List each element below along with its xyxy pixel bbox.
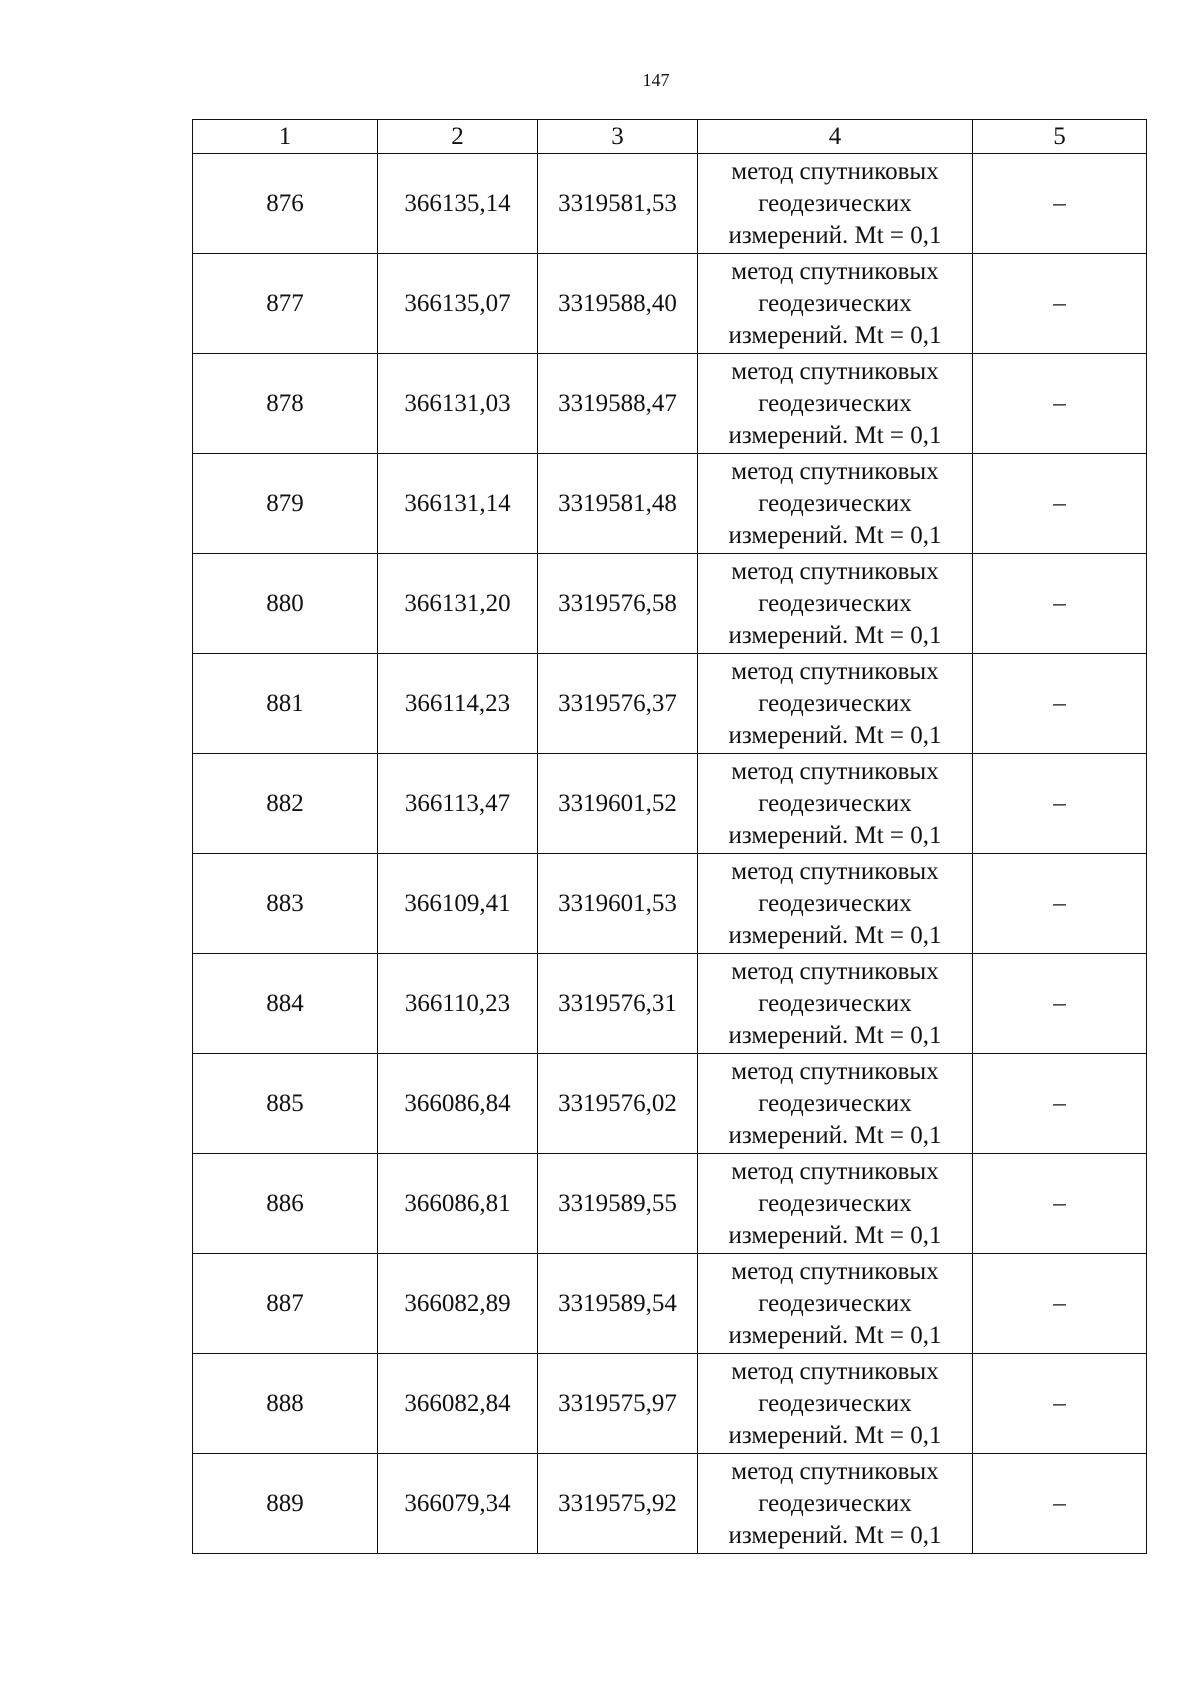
method-cell: [698, 354, 973, 454]
method-cell: [698, 1054, 973, 1154]
column-header: 4: [698, 120, 973, 154]
table-row: [193, 454, 1147, 554]
y-coordinate-cell: 3319589,55: [538, 1154, 698, 1254]
table-row: [193, 1354, 1147, 1454]
point-number-cell: 882: [193, 754, 378, 854]
x-coordinate-cell: 366131,14: [378, 454, 538, 554]
table-row: [193, 1054, 1147, 1154]
x-coordinate-cell: 366110,23: [378, 954, 538, 1054]
method-line: метод спутниковых: [731, 957, 939, 985]
x-coordinate-cell: 366135,14: [378, 154, 538, 254]
method-cell: [698, 754, 973, 854]
note-cell: –: [973, 554, 1147, 654]
table-row: [193, 554, 1147, 654]
point-number-cell: 881: [193, 654, 378, 754]
method-line: измерений. Mt = 0,1: [728, 421, 942, 449]
y-coordinate-cell: 3319576,37: [538, 654, 698, 754]
x-coordinate-cell: 366109,41: [378, 854, 538, 954]
table-row: [193, 954, 1147, 1054]
y-coordinate-cell: 3319575,97: [538, 1354, 698, 1454]
method-line: измерений. Mt = 0,1: [728, 821, 942, 849]
point-number-cell: 888: [193, 1354, 378, 1454]
method-line: геодезических: [758, 589, 912, 617]
table-body: [193, 154, 1147, 1554]
method-line: геодезических: [758, 989, 912, 1017]
point-number-cell: 879: [193, 454, 378, 554]
method-line: геодезических: [758, 1089, 912, 1117]
note-cell: –: [973, 854, 1147, 954]
table-row: [193, 1254, 1147, 1354]
table-row: [193, 154, 1147, 254]
table-row: [193, 254, 1147, 354]
point-number-cell: 883: [193, 854, 378, 954]
page-number: 147: [642, 70, 670, 90]
y-coordinate-cell: 3319576,58: [538, 554, 698, 654]
method-line: метод спутниковых: [731, 657, 939, 685]
note-cell: –: [973, 1054, 1147, 1154]
method-line: измерений. Mt = 0,1: [728, 1521, 942, 1549]
method-line: метод спутниковых: [731, 757, 939, 785]
method-cell: [698, 1354, 973, 1454]
x-coordinate-cell: 366135,07: [378, 254, 538, 354]
method-line: геодезических: [758, 889, 912, 917]
y-coordinate-cell: 3319576,02: [538, 1054, 698, 1154]
method-line: метод спутниковых: [731, 257, 939, 285]
method-line: измерений. Mt = 0,1: [728, 321, 942, 349]
y-coordinate-cell: 3319588,47: [538, 354, 698, 454]
method-line: геодезических: [758, 489, 912, 517]
note-cell: –: [973, 1254, 1147, 1354]
x-coordinate-cell: 366086,81: [378, 1154, 538, 1254]
x-coordinate-cell: 366079,34: [378, 1454, 538, 1554]
method-cell: [698, 154, 973, 254]
note-cell: –: [973, 154, 1147, 254]
table-row: [193, 654, 1147, 754]
table-row: [193, 754, 1147, 854]
method-line: метод спутниковых: [731, 557, 939, 585]
x-coordinate-cell: 366113,47: [378, 754, 538, 854]
method-cell: [698, 254, 973, 354]
method-line: геодезических: [758, 1189, 912, 1217]
method-line: метод спутниковых: [731, 457, 939, 485]
x-coordinate-cell: 366082,89: [378, 1254, 538, 1354]
table-row: [193, 854, 1147, 954]
y-coordinate-cell: 3319581,53: [538, 154, 698, 254]
method-line: метод спутниковых: [731, 1357, 939, 1385]
method-line: метод спутниковых: [731, 357, 939, 385]
y-coordinate-cell: 3319601,52: [538, 754, 698, 854]
note-cell: –: [973, 354, 1147, 454]
method-line: измерений. Mt = 0,1: [728, 1221, 942, 1249]
x-coordinate-cell: 366131,20: [378, 554, 538, 654]
coordinates-table: [192, 119, 1147, 1554]
table-header-row: [193, 120, 1147, 154]
method-cell: [698, 1454, 973, 1554]
method-line: геодезических: [758, 389, 912, 417]
method-line: измерений. Mt = 0,1: [728, 1021, 942, 1049]
note-cell: –: [973, 1354, 1147, 1454]
method-line: измерений. Mt = 0,1: [728, 921, 942, 949]
note-cell: –: [973, 654, 1147, 754]
x-coordinate-cell: 366086,84: [378, 1054, 538, 1154]
point-number-cell: 885: [193, 1054, 378, 1154]
method-line: измерений. Mt = 0,1: [728, 221, 942, 249]
y-coordinate-cell: 3319575,92: [538, 1454, 698, 1554]
method-line: геодезических: [758, 789, 912, 817]
note-cell: –: [973, 254, 1147, 354]
method-line: метод спутниковых: [731, 1257, 939, 1285]
method-line: метод спутниковых: [731, 857, 939, 885]
method-line: геодезических: [758, 289, 912, 317]
point-number-cell: 880: [193, 554, 378, 654]
method-line: измерений. Mt = 0,1: [728, 721, 942, 749]
y-coordinate-cell: 3319581,48: [538, 454, 698, 554]
method-line: измерений. Mt = 0,1: [728, 1421, 942, 1449]
method-line: метод спутниковых: [731, 1157, 939, 1185]
note-cell: –: [973, 1454, 1147, 1554]
method-line: геодезических: [758, 1389, 912, 1417]
y-coordinate-cell: 3319601,53: [538, 854, 698, 954]
point-number-cell: 876: [193, 154, 378, 254]
y-coordinate-cell: 3319576,31: [538, 954, 698, 1054]
method-line: метод спутниковых: [731, 157, 939, 185]
note-cell: –: [973, 954, 1147, 1054]
column-header: 1: [193, 120, 378, 154]
method-cell: [698, 654, 973, 754]
x-coordinate-cell: 366114,23: [378, 654, 538, 754]
point-number-cell: 887: [193, 1254, 378, 1354]
table-row: [193, 1454, 1147, 1554]
y-coordinate-cell: 3319589,54: [538, 1254, 698, 1354]
method-cell: [698, 454, 973, 554]
note-cell: –: [973, 454, 1147, 554]
column-header: 3: [538, 120, 698, 154]
point-number-cell: 886: [193, 1154, 378, 1254]
point-number-cell: 889: [193, 1454, 378, 1554]
method-line: метод спутниковых: [731, 1457, 939, 1485]
x-coordinate-cell: 366082,84: [378, 1354, 538, 1454]
method-line: измерений. Mt = 0,1: [728, 621, 942, 649]
method-line: измерений. Mt = 0,1: [728, 1321, 942, 1349]
method-line: геодезических: [758, 1289, 912, 1317]
method-line: геодезических: [758, 1489, 912, 1517]
method-cell: [698, 1154, 973, 1254]
method-line: метод спутниковых: [731, 1057, 939, 1085]
x-coordinate-cell: 366131,03: [378, 354, 538, 454]
method-cell: [698, 854, 973, 954]
column-header: 5: [973, 120, 1147, 154]
method-line: измерений. Mt = 0,1: [728, 521, 942, 549]
table-row: [193, 1154, 1147, 1254]
method-cell: [698, 1254, 973, 1354]
note-cell: –: [973, 1154, 1147, 1254]
table-row: [193, 354, 1147, 454]
point-number-cell: 878: [193, 354, 378, 454]
point-number-cell: 884: [193, 954, 378, 1054]
method-cell: [698, 954, 973, 1054]
y-coordinate-cell: 3319588,40: [538, 254, 698, 354]
method-line: геодезических: [758, 689, 912, 717]
method-line: измерений. Mt = 0,1: [728, 1121, 942, 1149]
method-line: геодезических: [758, 189, 912, 217]
column-header: 2: [378, 120, 538, 154]
method-cell: [698, 554, 973, 654]
point-number-cell: 877: [193, 254, 378, 354]
note-cell: –: [973, 754, 1147, 854]
